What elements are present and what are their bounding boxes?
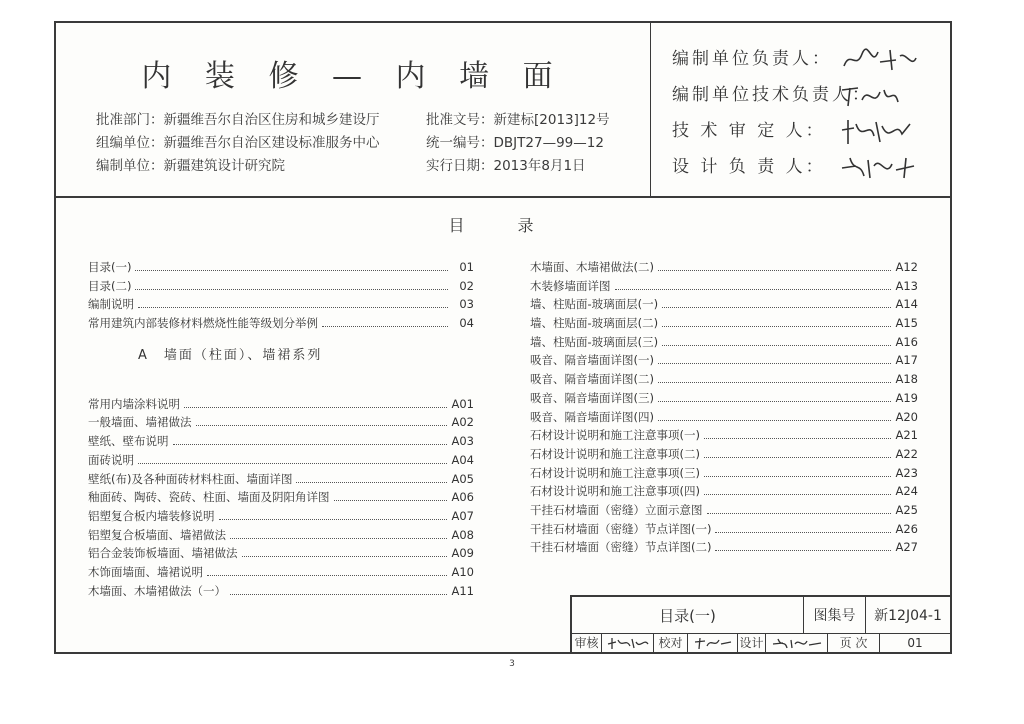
editing-unit: 编制单位：新疆建筑设计研究院 — [96, 158, 285, 174]
page-title: 内 装 修 — 内 墙 面 — [141, 59, 565, 94]
signature-image — [840, 80, 920, 110]
toc-entry[interactable]: 干挂石材墙面（密缝）立面示意图 A25 — [530, 502, 918, 517]
compiling-unit: 组编单位：新疆维吾尔自治区建设标准服务中心 — [96, 135, 380, 151]
toc-entry[interactable]: 铝合金装饰板墙面、墙裙做法 A09 — [88, 546, 474, 561]
design-label: 设计 — [738, 633, 766, 652]
signature-image — [606, 636, 650, 650]
toc-entry[interactable]: 木墙面、木墙裙做法(二) A12 — [530, 260, 918, 274]
effective-date: 实行日期：2013年8月1日 — [426, 158, 586, 174]
toc-entry[interactable]: 木装修墙面详图 A13 — [530, 278, 918, 293]
signature-image — [840, 116, 920, 146]
footer-page-number: 3 — [509, 659, 515, 669]
toc-entry[interactable]: 一般墙面、墙裙做法 A02 — [88, 415, 474, 430]
toc-entry[interactable]: 釉面砖、陶砖、瓷砖、柱面、墙面及阴阳角详图 A06 — [88, 490, 474, 505]
toc-title: 目 录 — [448, 216, 558, 235]
sheet-title: 目录(一) — [572, 597, 804, 633]
toc-entry[interactable]: 常用建筑内部装修材料燃烧性能等级划分举例 04 — [88, 316, 474, 331]
section-heading-a: A 墙面（柱面）、墙裙系列 — [138, 348, 323, 364]
page-number-cell: 01 — [907, 635, 923, 650]
toc-entry[interactable]: 吸音、隔音墙面详图(四) A20 — [530, 409, 918, 424]
resp-label: 编制单位技术负责人： — [672, 85, 872, 105]
toc-entry[interactable]: 编制说明 03 — [88, 297, 474, 312]
page-label: 页 次 — [828, 633, 880, 652]
resp-label: 设 计 负 责 人： — [672, 157, 826, 177]
toc-entry[interactable]: 常用内墙涂料说明 A01 — [88, 396, 474, 411]
toc-entry[interactable]: 壁纸(布)及各种面砖材料柱面、墙面详图 A05 — [88, 471, 474, 486]
signature-image — [771, 636, 823, 650]
resp-row-reviewer — [672, 113, 920, 149]
atlas-number: 新12J04-1 — [874, 608, 942, 624]
checker-signature — [688, 633, 738, 652]
toc-entry[interactable]: 面砖说明 A04 — [88, 452, 474, 467]
toc-entry[interactable]: 石材设计说明和施工注意事项(二) A22 — [530, 446, 918, 461]
title-block-top-row — [572, 597, 950, 634]
reviewer-signature — [602, 633, 654, 652]
toc-entry[interactable]: 木墙面、木墙裙做法（一） A11 — [88, 583, 474, 598]
approval-info-right — [426, 109, 610, 178]
toc-entry[interactable]: 干挂石材墙面（密缝）节点详图(一) A26 — [530, 521, 918, 536]
toc-entry[interactable]: 吸音、隔音墙面详图(三) A19 — [530, 390, 918, 405]
toc-left-column — [88, 259, 474, 601]
signature-image — [840, 152, 920, 182]
toc-right-column — [530, 259, 918, 558]
unified-no: 统一编号：DBJT27—99—12 — [426, 135, 604, 151]
toc-entry[interactable]: 吸音、隔音墙面详图(二) A18 — [530, 372, 918, 387]
toc-entry[interactable]: 墙、柱贴面-玻璃面层(一) A14 — [530, 297, 918, 312]
approval-doc-no: 批准文号：新建标[2013]12号 — [426, 112, 610, 128]
resp-label: 技 术 审 定 人： — [672, 121, 826, 141]
toc-entry[interactable]: 壁纸、壁布说明 A03 — [88, 434, 474, 449]
review-label: 审核 — [572, 633, 602, 652]
title-block — [570, 595, 950, 652]
toc-entry[interactable]: 木饰面墙面、墙裙说明 A10 — [88, 564, 474, 579]
drawing-sheet — [54, 21, 952, 654]
check-label: 校对 — [654, 633, 688, 652]
resp-row-unit-head — [672, 41, 920, 77]
toc-entry[interactable]: 吸音、隔音墙面详图(一) A17 — [530, 353, 918, 368]
resp-row-tech-head — [672, 77, 920, 113]
toc-entry[interactable]: 墙、柱贴面-玻璃面层(三) A16 — [530, 334, 918, 349]
toc-entry[interactable]: 石材设计说明和施工注意事项(四) A24 — [530, 484, 918, 499]
toc-entry[interactable]: 石材设计说明和施工注意事项(一) A21 — [530, 428, 918, 443]
approval-dept: 批准部门：新疆维吾尔自治区住房和城乡建设厅 — [96, 112, 380, 128]
toc-entry[interactable]: 铝塑复合板墙面、墙裙做法 A08 — [88, 527, 474, 542]
toc-entry[interactable]: 干挂石材墙面（密缝）节点详图(二) A27 — [530, 540, 918, 555]
toc-entry[interactable]: 目录(一) 01 — [88, 260, 474, 274]
designer-signature — [766, 633, 828, 652]
responsibility-list — [672, 41, 920, 185]
toc-entry[interactable]: 石材设计说明和施工注意事项(三) A23 — [530, 465, 918, 480]
signature-image — [840, 44, 920, 74]
toc-entry[interactable]: 铝塑复合板内墙装修说明 A07 — [88, 508, 474, 523]
title-block-bottom-row — [572, 633, 950, 652]
header-divider — [650, 23, 651, 198]
resp-label: 编制单位负责人： — [672, 49, 832, 69]
header-block — [56, 23, 950, 198]
atlas-label: 图集号 — [804, 597, 866, 633]
resp-row-design-head — [672, 149, 920, 185]
toc-entry[interactable]: 墙、柱贴面-玻璃面层(二) A15 — [530, 316, 918, 331]
signature-image — [693, 636, 733, 650]
toc-entry[interactable]: 目录(二) 02 — [88, 278, 474, 293]
approval-info-left — [96, 109, 380, 178]
